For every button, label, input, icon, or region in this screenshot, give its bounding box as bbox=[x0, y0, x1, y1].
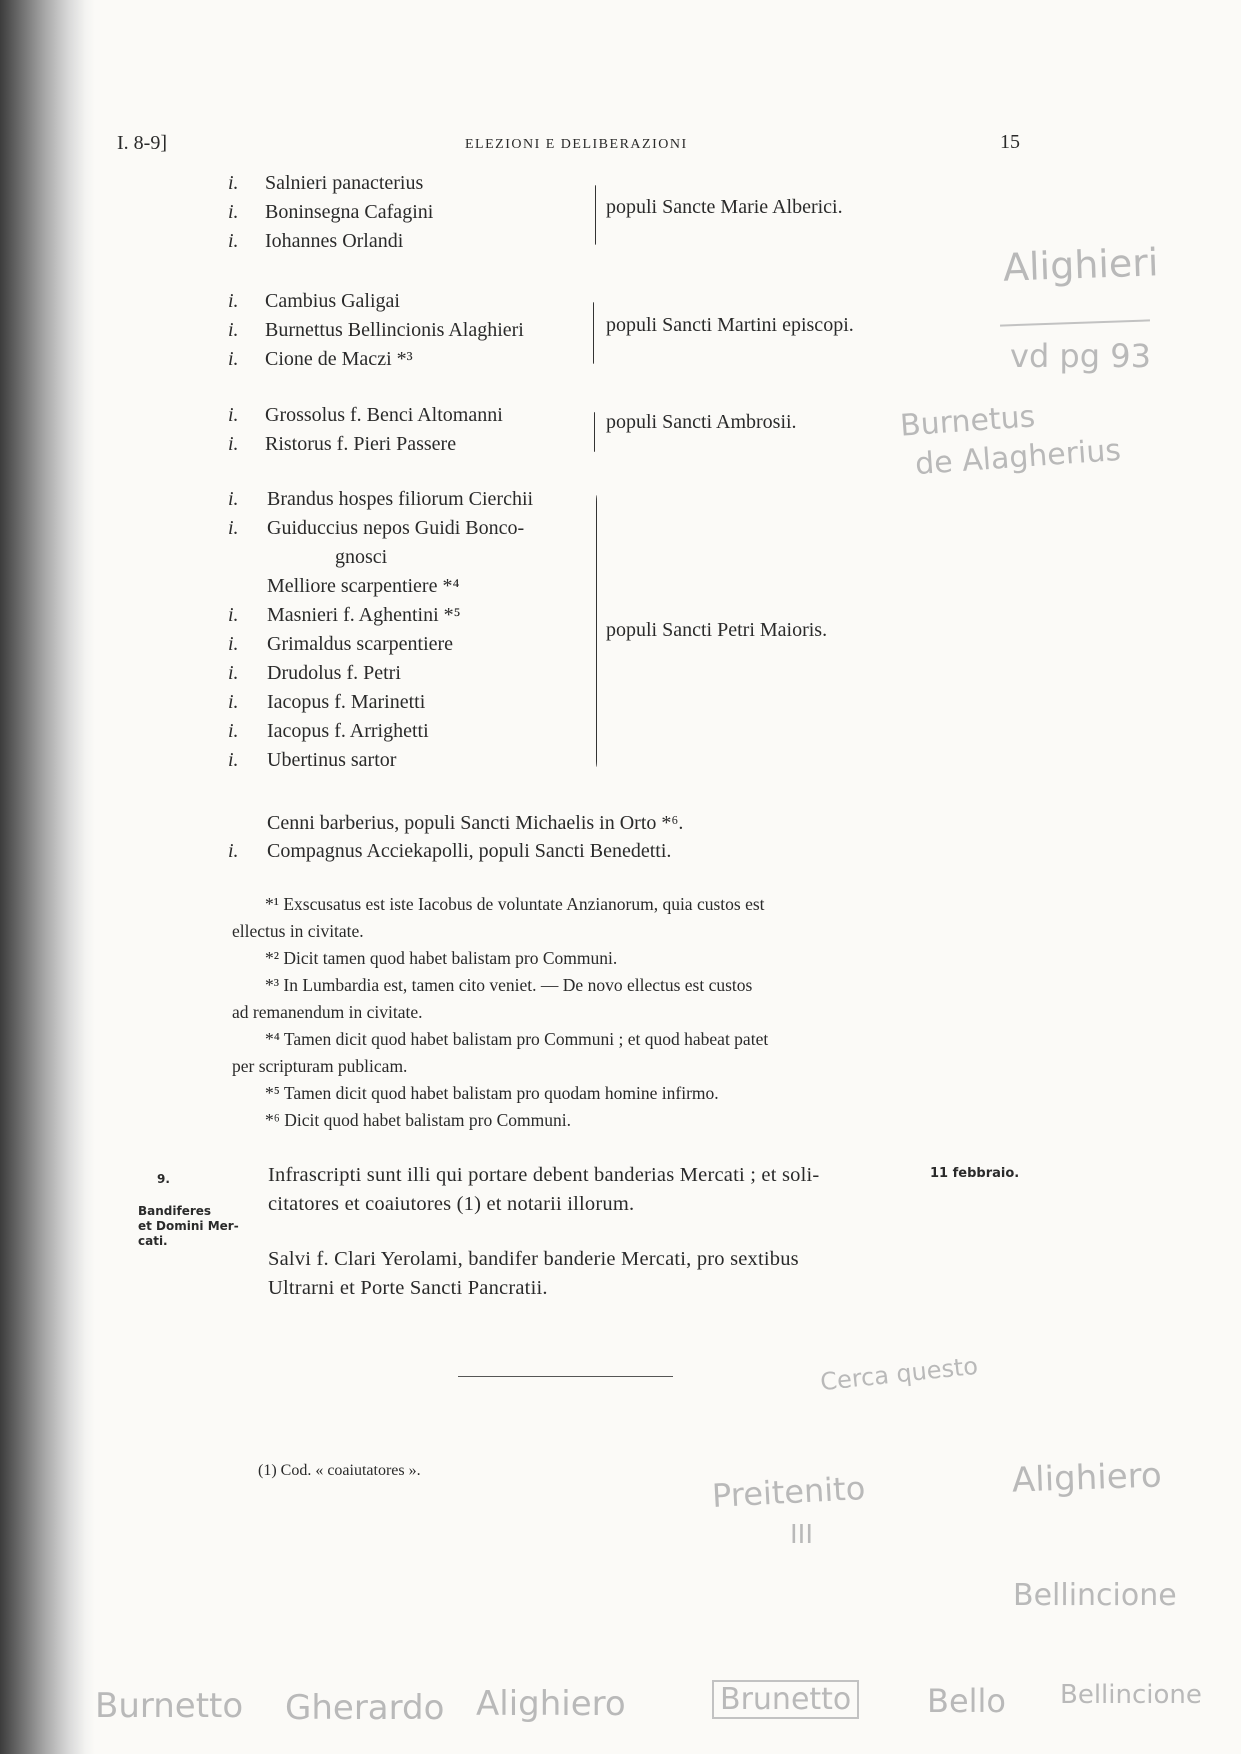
handwriting: de Alagherius bbox=[914, 432, 1123, 483]
note-line: *⁶ Dicit quod habet balistam pro Communi. bbox=[265, 1110, 571, 1130]
parish-label: populi Sancti Petri Maioris. bbox=[606, 619, 828, 641]
sidenote-line: Bandiferes bbox=[138, 1204, 212, 1218]
entry-name: Cione de Maczi *³ bbox=[265, 348, 413, 370]
note-line: *³ In Lumbardia est, tamen cito veniet. — De novo ellectus est custos bbox=[265, 975, 753, 995]
note-line: ad remanendum in civitate. bbox=[232, 1002, 423, 1022]
entry-marker: i. bbox=[228, 662, 239, 684]
header-section-ref: I. 8-9] bbox=[117, 132, 167, 154]
section-number: 9. bbox=[157, 1172, 170, 1186]
entry-name: Grossolus f. Benci Altomanni bbox=[265, 404, 503, 426]
paragraph-line: Infrascripti sunt illi qui portare debent banderias Mercati ; et soli- bbox=[268, 1164, 820, 1186]
entry-marker: i. bbox=[228, 517, 239, 539]
entry-name: Burnettus Bellincionis Alaghieri bbox=[265, 319, 524, 341]
entry-name: Guiduccius nepos Guidi Bonco- bbox=[267, 517, 525, 539]
entry-marker: i. bbox=[228, 840, 239, 862]
entry-name: Iacopus f. Arrighetti bbox=[267, 720, 429, 742]
entry-name: Grimaldus scarpentiere bbox=[267, 633, 454, 655]
parish-label: populi Sancti Martini episcopi. bbox=[606, 314, 854, 336]
handwriting: Bello bbox=[927, 1682, 1006, 1720]
handwriting: vd pg 93 bbox=[1010, 337, 1151, 375]
entry-marker: i. bbox=[228, 290, 239, 312]
handwriting-boxed: Brunetto bbox=[712, 1680, 859, 1719]
entry-name: Ubertinus sartor bbox=[267, 749, 397, 771]
handwriting: Cerca questo bbox=[818, 1351, 980, 1397]
note-line: ellectus in civitate. bbox=[232, 921, 364, 941]
paragraph-line: Salvi f. Clari Yerolami, bandifer banderie Mercati, pro sextibus bbox=[268, 1248, 799, 1270]
single-entry: Cenni barberius, populi Sancti Michaelis in Orto *⁶. bbox=[267, 812, 684, 834]
date-note: 11 febbraio. bbox=[930, 1166, 1020, 1181]
sidenote-line: cati. bbox=[138, 1234, 168, 1248]
footnote: (1) Cod. « coaiutatores ». bbox=[258, 1462, 421, 1479]
note-line: per scripturam publicam. bbox=[232, 1056, 408, 1076]
handwriting: Burnetto bbox=[95, 1686, 244, 1726]
note-line: *² Dicit tamen quod habet balistam pro Communi. bbox=[265, 948, 618, 968]
entry-name: Iohannes Orlandi bbox=[265, 230, 404, 252]
entry-marker: i. bbox=[228, 749, 239, 771]
entry-marker: i. bbox=[228, 348, 239, 370]
entry-marker: i. bbox=[228, 319, 239, 341]
entry-marker: i. bbox=[228, 201, 239, 223]
brace bbox=[593, 302, 594, 364]
brace bbox=[595, 185, 596, 245]
paragraph-line: Ultrarni et Porte Sancti Pancratii. bbox=[268, 1277, 548, 1299]
entry-marker: i. bbox=[228, 172, 239, 194]
entry-name-continuation: gnosci bbox=[335, 546, 388, 568]
note-line: *⁵ Tamen dicit quod habet balistam pro quodam homine infirmo. bbox=[265, 1083, 719, 1103]
separator-rule bbox=[458, 1376, 673, 1377]
handwriting: Alighiero bbox=[476, 1684, 626, 1724]
handwritten-underline bbox=[1000, 319, 1150, 326]
entry-name: Ristorus f. Pieri Passere bbox=[265, 433, 457, 455]
entry-name: Drudolus f. Petri bbox=[267, 662, 401, 684]
entry-marker: i. bbox=[228, 488, 239, 510]
entry-name: Iacopus f. Marinetti bbox=[267, 691, 426, 713]
brace bbox=[596, 495, 597, 767]
handwriting: Burnetus bbox=[898, 399, 1037, 444]
entry-marker: i. bbox=[228, 604, 239, 626]
parish-label: populi Sancte Marie Alberici. bbox=[606, 196, 843, 218]
handwriting: III bbox=[790, 1520, 814, 1550]
handwriting: Bellincione bbox=[1013, 1578, 1177, 1613]
parish-label: populi Sancti Ambrosii. bbox=[606, 411, 797, 433]
entry-name: Melliore scarpentiere *⁴ bbox=[267, 575, 460, 597]
note-line: *⁴ Tamen dicit quod habet balistam pro Communi ; et quod habeat patet bbox=[265, 1029, 769, 1049]
margin-sidenote bbox=[138, 1204, 239, 1249]
single-entry: Compagnus Acciekapolli, populi Sancti Benedetti. bbox=[267, 840, 672, 862]
entry-name: Brandus hospes filiorum Cierchii bbox=[267, 488, 534, 510]
handwriting: Gherardo bbox=[285, 1688, 445, 1728]
entry-marker: i. bbox=[228, 433, 239, 455]
entry-name: Salnieri panacterius bbox=[265, 172, 424, 194]
entry-name: Cambius Galigai bbox=[265, 290, 400, 312]
paragraph-line: citatores et coaiutores (1) et notarii illorum. bbox=[268, 1193, 635, 1215]
entry-marker: i. bbox=[228, 633, 239, 655]
entry-name: Masnieri f. Aghentini *⁵ bbox=[267, 604, 461, 626]
note-line: *¹ Exscusatus est iste Iacobus de voluntate Anzianorum, quia custos est bbox=[265, 894, 765, 914]
handwriting: Alighiero bbox=[1011, 1455, 1163, 1501]
entry-marker: i. bbox=[228, 404, 239, 426]
handwriting: Alighieri bbox=[1002, 240, 1160, 290]
entry-marker: i. bbox=[228, 230, 239, 252]
scan-edge-shadow bbox=[0, 0, 95, 1754]
page-number: 15 bbox=[1000, 131, 1020, 153]
entry-name: Boninsegna Cafagini bbox=[265, 201, 434, 223]
entry-marker: i. bbox=[228, 691, 239, 713]
handwriting: Bellincione bbox=[1060, 1680, 1202, 1710]
brace bbox=[594, 412, 595, 452]
sidenote-line: et Domini Mer- bbox=[138, 1219, 239, 1233]
header-title: ELEZIONI E DELIBERAZIONI bbox=[465, 137, 688, 152]
entry-marker: i. bbox=[228, 720, 239, 742]
handwriting: Preitenito bbox=[711, 1469, 867, 1515]
